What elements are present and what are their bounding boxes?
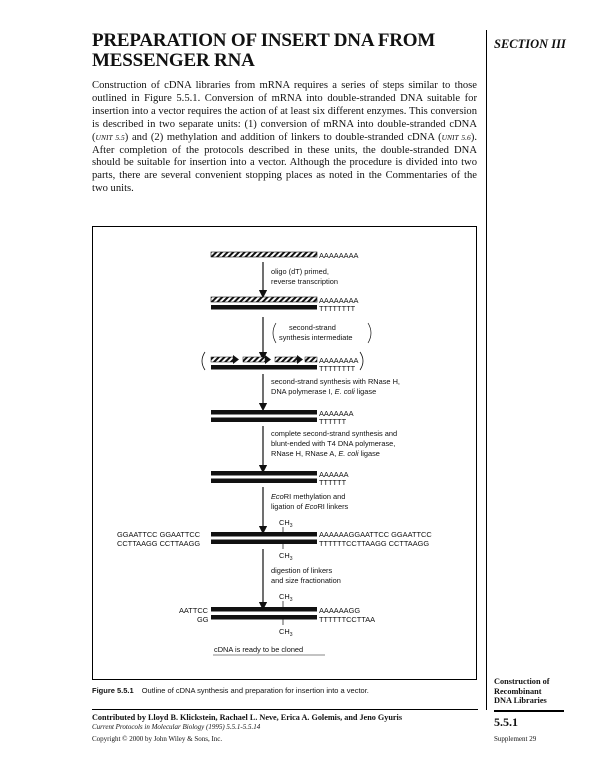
cdna-synthesis-diagram xyxy=(93,227,476,679)
linked-strand-bottom xyxy=(211,540,317,545)
title-line-2: MESSENGER RNA xyxy=(92,50,255,71)
side-title-line-3: DNA Libraries xyxy=(494,696,547,705)
step4-line1: complete second-strand synthesis and xyxy=(271,429,398,438)
step1-line1: oligo (dT) primed, xyxy=(271,267,329,276)
side-rule xyxy=(494,710,564,712)
ds-strand-top-1 xyxy=(211,410,317,415)
polya-label-1: AAAAAAAA xyxy=(319,251,359,260)
cdna-strand-2 xyxy=(211,365,317,370)
ch3-label-bottom-2: $CH_3$ xyxy=(279,627,293,638)
ds-strand-top-2 xyxy=(211,471,317,476)
contributors: Contributed by Lloyd B. Klickstein, Rachael L. Neve, Erica A. Golemis, and Jeno Gyuris xyxy=(92,713,403,722)
paren-open-1 xyxy=(273,323,276,343)
step2-line1: second-strand xyxy=(289,323,336,332)
polyt-label-4: TTTTTT xyxy=(319,478,347,487)
mrna-strand xyxy=(211,252,317,257)
step3-line2: DNA polymerase I, E. coli ligase xyxy=(271,387,377,396)
paren-open-2 xyxy=(202,352,205,370)
step2-line2: synthesis intermediate xyxy=(279,333,353,342)
intro-text-b: ) and (2) methylation and addition of linkers to double-stranded cDNA ( xyxy=(124,131,442,143)
ds-strand-bottom-2 xyxy=(211,479,317,484)
unit-ref-1: UNIT 5.5 xyxy=(95,132,125,142)
step6-line1: digestion of linkers xyxy=(271,566,333,575)
citation: Current Protocols in Molecular Biology (1995) 5.5.1-5.5.14 xyxy=(92,723,261,731)
step5-line2: ligation of EcoRI linkers xyxy=(271,502,349,511)
caption-text: Outline of cDNA synthesis and preparation for insertion into a vector. xyxy=(141,686,369,695)
figure-caption xyxy=(92,686,369,695)
final-strand-bottom xyxy=(211,615,317,620)
step3-line1: second-strand synthesis with RNase H, xyxy=(271,377,400,386)
final-note: cDNA is ready to be cloned xyxy=(214,645,304,654)
footer-rule xyxy=(92,709,478,710)
side-title-line-1: Construction of xyxy=(494,677,550,686)
polya-label-3: AAAAAAAA xyxy=(319,356,359,365)
polyt-label-2: TTTTTTTT xyxy=(319,364,356,373)
step5-line1: EcoRI methylation and xyxy=(271,492,346,501)
step4-line2: blunt-ended with T4 DNA polymerase, xyxy=(271,439,396,448)
unit-number: 5.5.1 xyxy=(494,715,518,729)
second-strand-fragments xyxy=(211,355,317,364)
final-left-top: AATTCC xyxy=(179,606,209,615)
linker-left-bottom: CCTTAAGG CCTTAAGG xyxy=(117,539,201,548)
paren-close-2 xyxy=(360,352,363,370)
supplement-label: Supplement 29 xyxy=(494,735,537,743)
cdna-strand-1 xyxy=(211,305,317,310)
step4-line3: RNase H, RNase A, E. coli ligase xyxy=(271,449,380,458)
side-title xyxy=(494,677,550,706)
margin-rule xyxy=(486,30,487,710)
final-right-bottom: TTTTTTCCTTAA xyxy=(319,615,376,624)
linker-right-bottom: TTTTTTCCTTAAGG CCTTAAGG xyxy=(319,539,430,548)
polya-label-2: AAAAAAAA xyxy=(319,296,359,305)
side-title-line-2: Recombinant xyxy=(494,686,542,696)
intro-paragraph xyxy=(92,80,477,196)
ds-strand-bottom-1 xyxy=(211,418,317,423)
polya-label-5: AAAAAA xyxy=(319,470,349,479)
polya-label-4: AAAAAAA xyxy=(319,409,354,418)
unit-ref-2: UNIT 5.6 xyxy=(441,132,471,142)
ch3-label-bottom-1: $CH_3$ xyxy=(279,551,293,562)
final-left-bottom: GG xyxy=(197,615,209,624)
polyt-label-1: TTTTTTTT xyxy=(319,304,356,313)
page-title xyxy=(92,31,452,71)
final-right-top: AAAAAAGG xyxy=(319,606,361,615)
section-label: SECTION III xyxy=(494,37,566,51)
ch3-label-top-1: $CH_3$ xyxy=(279,518,293,529)
intro-text-c: ). After completion of the protocols described in these units, the double-stranded DNA should be suitable for insertion into a vector. Although the procedure is divided into two parts, there are several convenient stopping places as noted in the Commentaries of the two units. xyxy=(92,131,477,195)
step6-line2: and size fractionation xyxy=(271,576,341,585)
final-strand-top xyxy=(211,607,317,612)
linked-strand-top xyxy=(211,532,317,537)
copyright: Copyright © 2000 by John Wiley & Sons, Inc. xyxy=(92,735,223,743)
mrna-strand-2 xyxy=(211,297,317,302)
polyt-label-3: TTTTTT xyxy=(319,417,347,426)
step1-line2: reverse transcription xyxy=(271,277,338,286)
intro-text-a: Construction of cDNA libraries from mRNA requires a series of steps similar to those outlined in Figure 5.5.1. Conversion of mRNA into double-stranded DNA suitable for insertion into a vector requires the action of at least six different enzymes. This conversion is described in two separate units: (1) conversion of mRNA into double-stranded cDNA ( xyxy=(92,80,477,143)
ch3-label-top-2: $CH_3$ xyxy=(279,592,293,603)
title-line-1: PREPARATION OF INSERT DNA FROM xyxy=(92,30,436,51)
caption-label: Figure 5.5.1 xyxy=(92,686,134,695)
linker-left-top: GGAATTCC GGAATTCC xyxy=(117,530,201,539)
paren-close-1 xyxy=(368,323,371,343)
linker-right-top: AAAAAAGGAATTCC GGAATTCC xyxy=(319,530,432,539)
figure-5-5-1 xyxy=(92,226,477,680)
